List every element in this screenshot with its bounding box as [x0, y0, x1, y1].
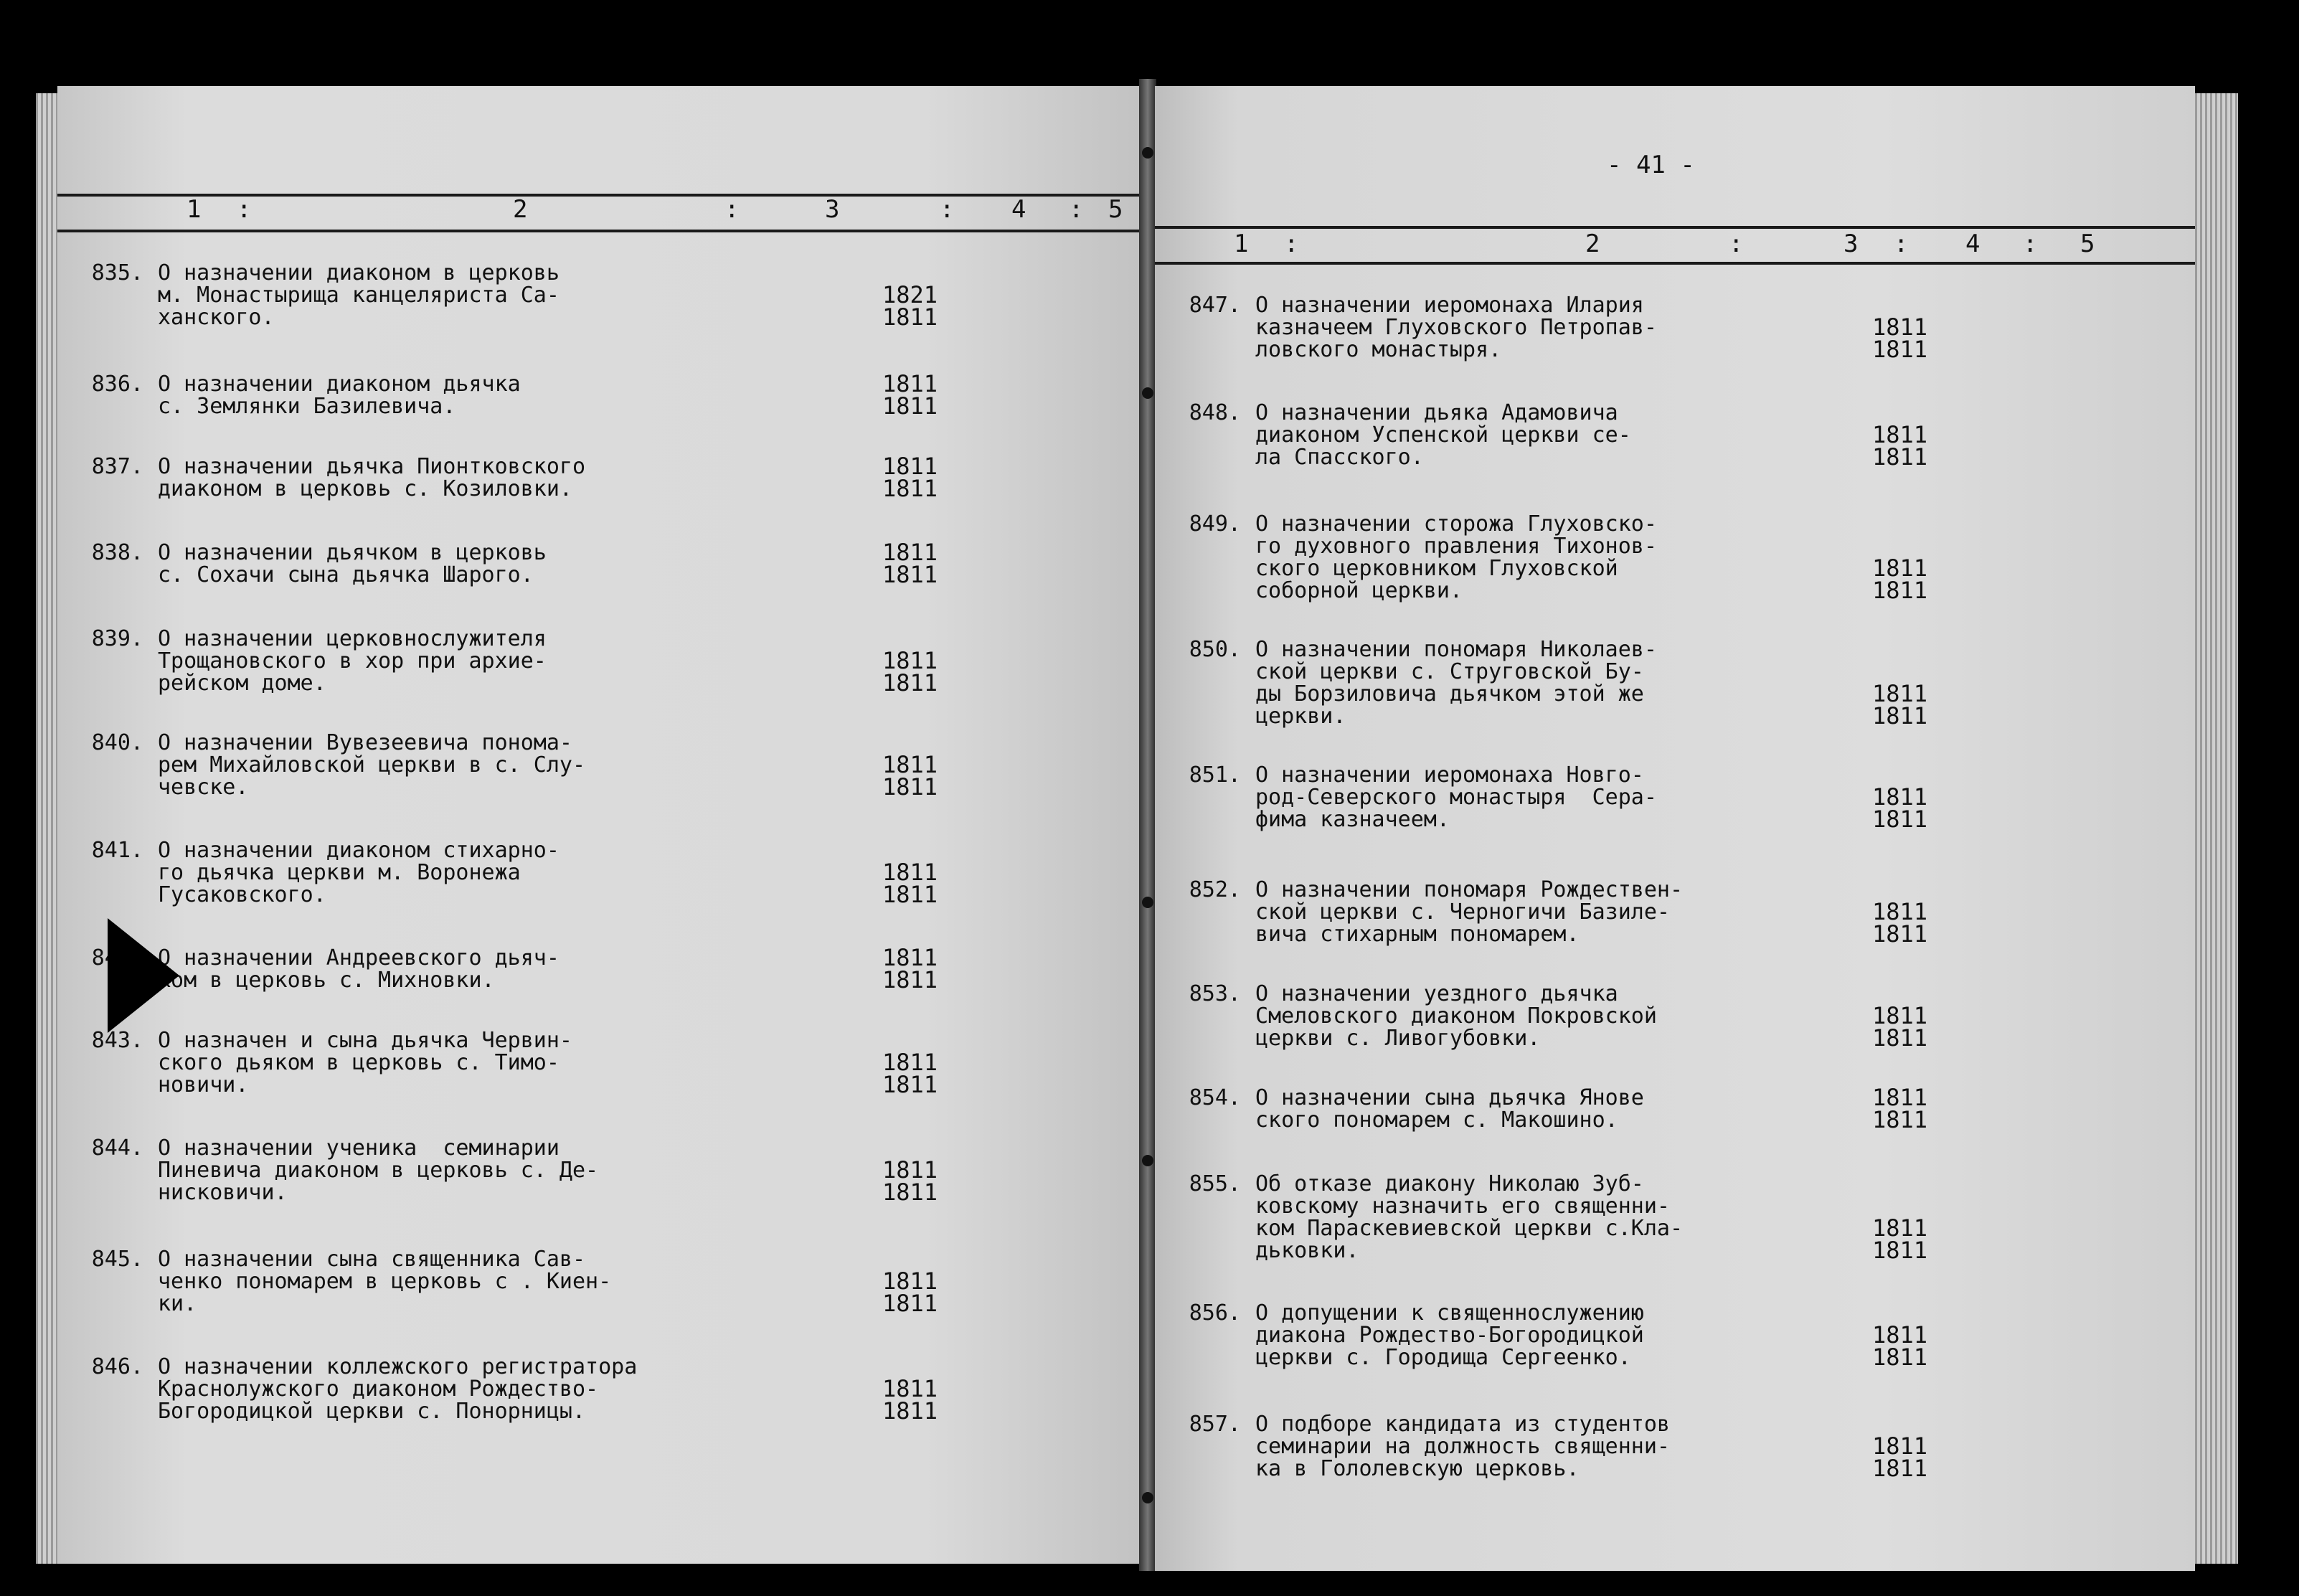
entry-number: 855.	[1189, 1171, 1241, 1196]
entry-number: 838.	[91, 540, 143, 565]
entry-years: 1811 1811	[1872, 1084, 1928, 1133]
entry-number: 849.	[1189, 511, 1241, 537]
col-1: 1	[187, 195, 202, 224]
entry-number: 836.	[91, 372, 143, 397]
entry-text: О назначении сторожа Глуховско- го духовного правления Тихонов- ского церковником Глуховской соборной церкви.	[1255, 511, 1657, 603]
right-page-edge	[2195, 93, 2238, 1564]
entry-years: 1811 1811	[1872, 1321, 1928, 1371]
binding-hole	[1142, 1155, 1153, 1166]
entry-number: 852.	[1189, 877, 1241, 902]
entry-years: 1811 1811	[882, 539, 938, 588]
entry-years: 1811 1811	[882, 1156, 938, 1206]
entry-text: О назначении иеромонаха Новго- род-Северского монастыря Сера- фима казначеем.	[1255, 762, 1657, 832]
col-sep-3: :	[940, 195, 955, 224]
entry-text: О допущении к священнослужению диакона Рождество-Богородицкой церкви с. Городища Сергеенко.	[1255, 1300, 1644, 1370]
col-sep-1: :	[237, 195, 252, 224]
entry-text: О назначении уездного дьячка Смеловского диаконом Покровской церкви с. Ливогубовки.	[1255, 981, 1657, 1051]
entry-number: 841.	[91, 838, 143, 863]
entry-years: 1821 1811	[882, 281, 938, 331]
header-rule-top	[57, 194, 1141, 197]
entry-number: 835.	[91, 260, 143, 285]
col-5: 5	[1108, 195, 1123, 224]
col-1: 1	[1234, 230, 1249, 258]
entry-number: 843.	[91, 1028, 143, 1053]
entry-years: 1811 1811	[1872, 898, 1928, 948]
col-sep-1: :	[1284, 230, 1299, 258]
entry-years: 1811 1811	[1872, 680, 1928, 729]
entry-number: 840.	[91, 730, 143, 755]
entry-text: О назначении диаконом дьячка с. Землянки Базилевича.	[158, 372, 521, 419]
col-3: 3	[825, 195, 840, 224]
col-5: 5	[2080, 230, 2095, 258]
entry-text: О назначении Вувезеевича понома- рем Михайловской церкви в с. Слу- чевске.	[158, 730, 586, 800]
entry-years: 1811 1811	[882, 1049, 938, 1098]
book-gutter	[1139, 79, 1156, 1571]
entry-number: 839.	[91, 626, 143, 651]
entry-number: 845.	[91, 1247, 143, 1272]
entry-number: 850.	[1189, 637, 1241, 662]
entry-text: О назначен и сына дьячка Червин- ского дьяком в церковь с. Тимо- новичи.	[158, 1028, 572, 1097]
header-rule-bottom	[1155, 262, 2195, 265]
entry-years: 1811 1811	[1872, 313, 1928, 363]
header-rule-bottom	[57, 230, 1141, 232]
col-2: 2	[513, 195, 528, 224]
entry-text: О назначении диаконом стихарно- го дьячка церкви м. Воронежа Гусаковского.	[158, 838, 560, 907]
entry-text: О назначении дьячка Пионтковского диаконом в церковь с. Козиловки.	[158, 454, 586, 501]
entry-years: 1811 1811	[882, 1375, 938, 1425]
entry-text: О назначении сына дьячка Янове ского пономарем с. Макошино.	[1255, 1085, 1644, 1133]
entry-years: 1811 1811	[882, 944, 938, 993]
col-4: 4	[1011, 195, 1026, 224]
entry-years: 1811 1811	[882, 751, 938, 801]
entry-text: О подборе кандидата из студентов семинарии на должность священни- ка в Гололевскую церковь.	[1255, 1412, 1670, 1481]
entry-number: 844.	[91, 1135, 143, 1161]
col-sep-4: :	[1069, 195, 1084, 224]
entry-years: 1811 1811	[1872, 1002, 1928, 1052]
entry-years: 1811 1811	[1872, 554, 1928, 604]
binding-hole	[1142, 897, 1153, 908]
col-sep-2: :	[1729, 230, 1744, 258]
entry-text: О назначении пономаря Николаев- ской церкви с. Струговской Бу- ды Борзиловича дьячком этой же церкви.	[1255, 637, 1657, 729]
entry-text: О назначении сына священника Сав- ченко пономарем в церковь с . Киен- ки.	[158, 1247, 612, 1316]
col-sep-3: :	[1894, 230, 1909, 258]
entry-text: О назначении пономаря Рождествен- ской церкви с. Черногичи Базиле- вича стихарным пономарем.	[1255, 877, 1684, 947]
entry-text: О назначении иеромонаха Илария казначеем Глуховского Петропав- ловского монастыря.	[1255, 293, 1657, 362]
entry-years: 1811 1811	[1872, 1214, 1928, 1264]
entry-text: О назначении дьяка Адамовича диаконом Успенской церкви се- ла Спасского.	[1255, 400, 1631, 470]
entry-years: 1811 1811	[1872, 421, 1928, 471]
entry-number: 842.	[91, 945, 143, 971]
entry-years: 1811 1811	[882, 647, 938, 697]
entry-number: 851.	[1189, 762, 1241, 788]
col-4: 4	[1965, 230, 1981, 258]
entry-number: 857.	[1189, 1412, 1241, 1437]
entry-number: 856.	[1189, 1300, 1241, 1326]
entry-years: 1811 1811	[882, 859, 938, 908]
entry-years: 1811 1811	[1872, 783, 1928, 833]
right-page	[1155, 86, 2195, 1571]
binding-hole	[1142, 147, 1153, 159]
col-2: 2	[1585, 230, 1600, 258]
entry-years: 1811 1811	[882, 370, 938, 420]
header-rule-top	[1155, 226, 2195, 229]
binding-hole	[1142, 387, 1153, 399]
entry-number: 848.	[1189, 400, 1241, 425]
entry-number: 853.	[1189, 981, 1241, 1006]
page-notch	[108, 918, 179, 1033]
entry-text: Об отказе диакону Николаю Зуб- ковскому назначить его священни- ком Параскевиевской церкви с.Кла- дьковки.	[1255, 1171, 1684, 1263]
col-sep-2: :	[724, 195, 740, 224]
entry-number: 854.	[1189, 1085, 1241, 1110]
entry-text: О назначении коллежского регистратора Краснолужского диаконом Рождество- Богородицкой церкви с. Понорницы.	[158, 1354, 638, 1424]
entry-years: 1811 1811	[1872, 1432, 1928, 1482]
entry-text: О назначении церковнослужителя Трощановского в хор при архие- рейском доме.	[158, 626, 547, 696]
left-page-edge	[36, 93, 57, 1564]
binding-hole	[1142, 1492, 1153, 1503]
entry-text: О назначении диаконом в церковь м. Монастырища канцеляриста Са- ханского.	[158, 260, 560, 330]
page-number: - 41 -	[1607, 151, 1695, 179]
entry-number: 846.	[91, 1354, 143, 1379]
entry-years: 1811 1811	[882, 1267, 938, 1317]
entry-text: О назначении дьячком в церковь с. Сохачи сына дьячка Шарого.	[158, 540, 547, 587]
entry-text: О назначении Андреевского дьяч- ком в церковь с. Михновки.	[158, 945, 560, 993]
entry-number: 837.	[91, 454, 143, 479]
entry-text: О назначении ученика семинарии Пиневича диаконом в церковь с. Де- нисковичи.	[158, 1135, 599, 1205]
entry-number: 847.	[1189, 293, 1241, 318]
entry-years: 1811 1811	[882, 453, 938, 502]
col-sep-4: :	[2023, 230, 2038, 258]
col-3: 3	[1844, 230, 1859, 258]
left-page	[57, 86, 1141, 1564]
